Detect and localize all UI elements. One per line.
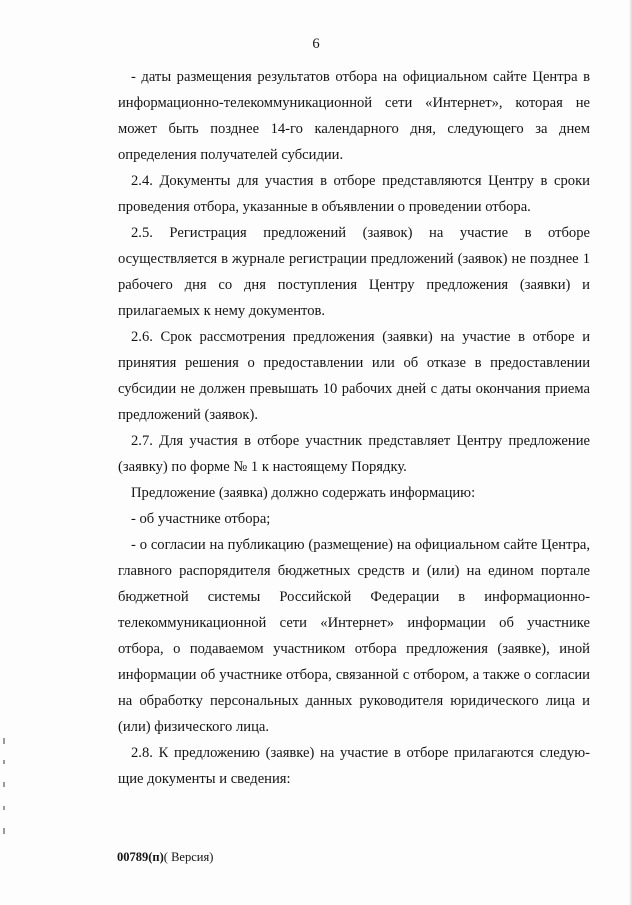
paragraph-application-content: Предложение (заявка) должно содержать информацию:	[131, 485, 476, 501]
page-number: 6	[312, 36, 320, 52]
paragraph-2-6: 2.6. Срок рассмотрения предложения (заявки) на участие в отборе и принятия решения о предоставлении или об отказе в предоставлении субсидии не должен превышать 10 рабочих дней с даты окончания приема предложений (заявок).	[118, 329, 590, 423]
list-item-participant: - об участнике отбора;	[131, 511, 271, 527]
document-version: ( Версия)	[163, 850, 214, 864]
document-body	[118, 64, 590, 792]
list-item-consent: - о согласии на публикацию (размещение) на официальном сайте Центра, главного распорядителя бюджетных средств и (или) на едином портале бюджетной системы Российской Федерации в информационно-телекоммуникационной сети «Интернет» информации об участнике отбора, о подаваемом участником отбора предложения (заявке), иной информации об участнике отбора, связанной с отбором, а также о согласии на обработку персональных данных руководителя юридического лица и (или) физического лица.	[118, 537, 590, 735]
paragraph-2-8: 2.8. К предложению (заявке) на участие в отборе прилагаются следую-щие документы и сведения:	[118, 745, 590, 787]
scan-margin-marks	[3, 738, 5, 838]
paragraph-2-5: 2.5. Регистрация предложений (заявок) на участие в отборе осуществляется в журнале регистрации предложений (заявок) не позднее 1 рабочего дня со дня поступления Центру предложения (заявки) и прилагаемых к нему документов.	[118, 225, 590, 319]
document-code: 00789(п)	[117, 850, 164, 864]
paragraph-2-7: 2.7. Для участия в отборе участник представляет Центру предложение (заявку) по форме № 1 к настоящему Порядку.	[118, 433, 590, 475]
paragraph-2-4: 2.4. Документы для участия в отборе представляются Центру в сроки проведения отбора, указанные в объявлении о проведении отбора.	[118, 173, 590, 215]
paragraph-dates-publication: - даты размещения результатов отбора на официальном сайте Центра в информационно-телекоммуникационной сети «Интернет», которая не может быть позднее 14-го календарного дня, следующего за днем определения получателей субсидии.	[118, 69, 590, 163]
document-footer	[117, 850, 213, 865]
